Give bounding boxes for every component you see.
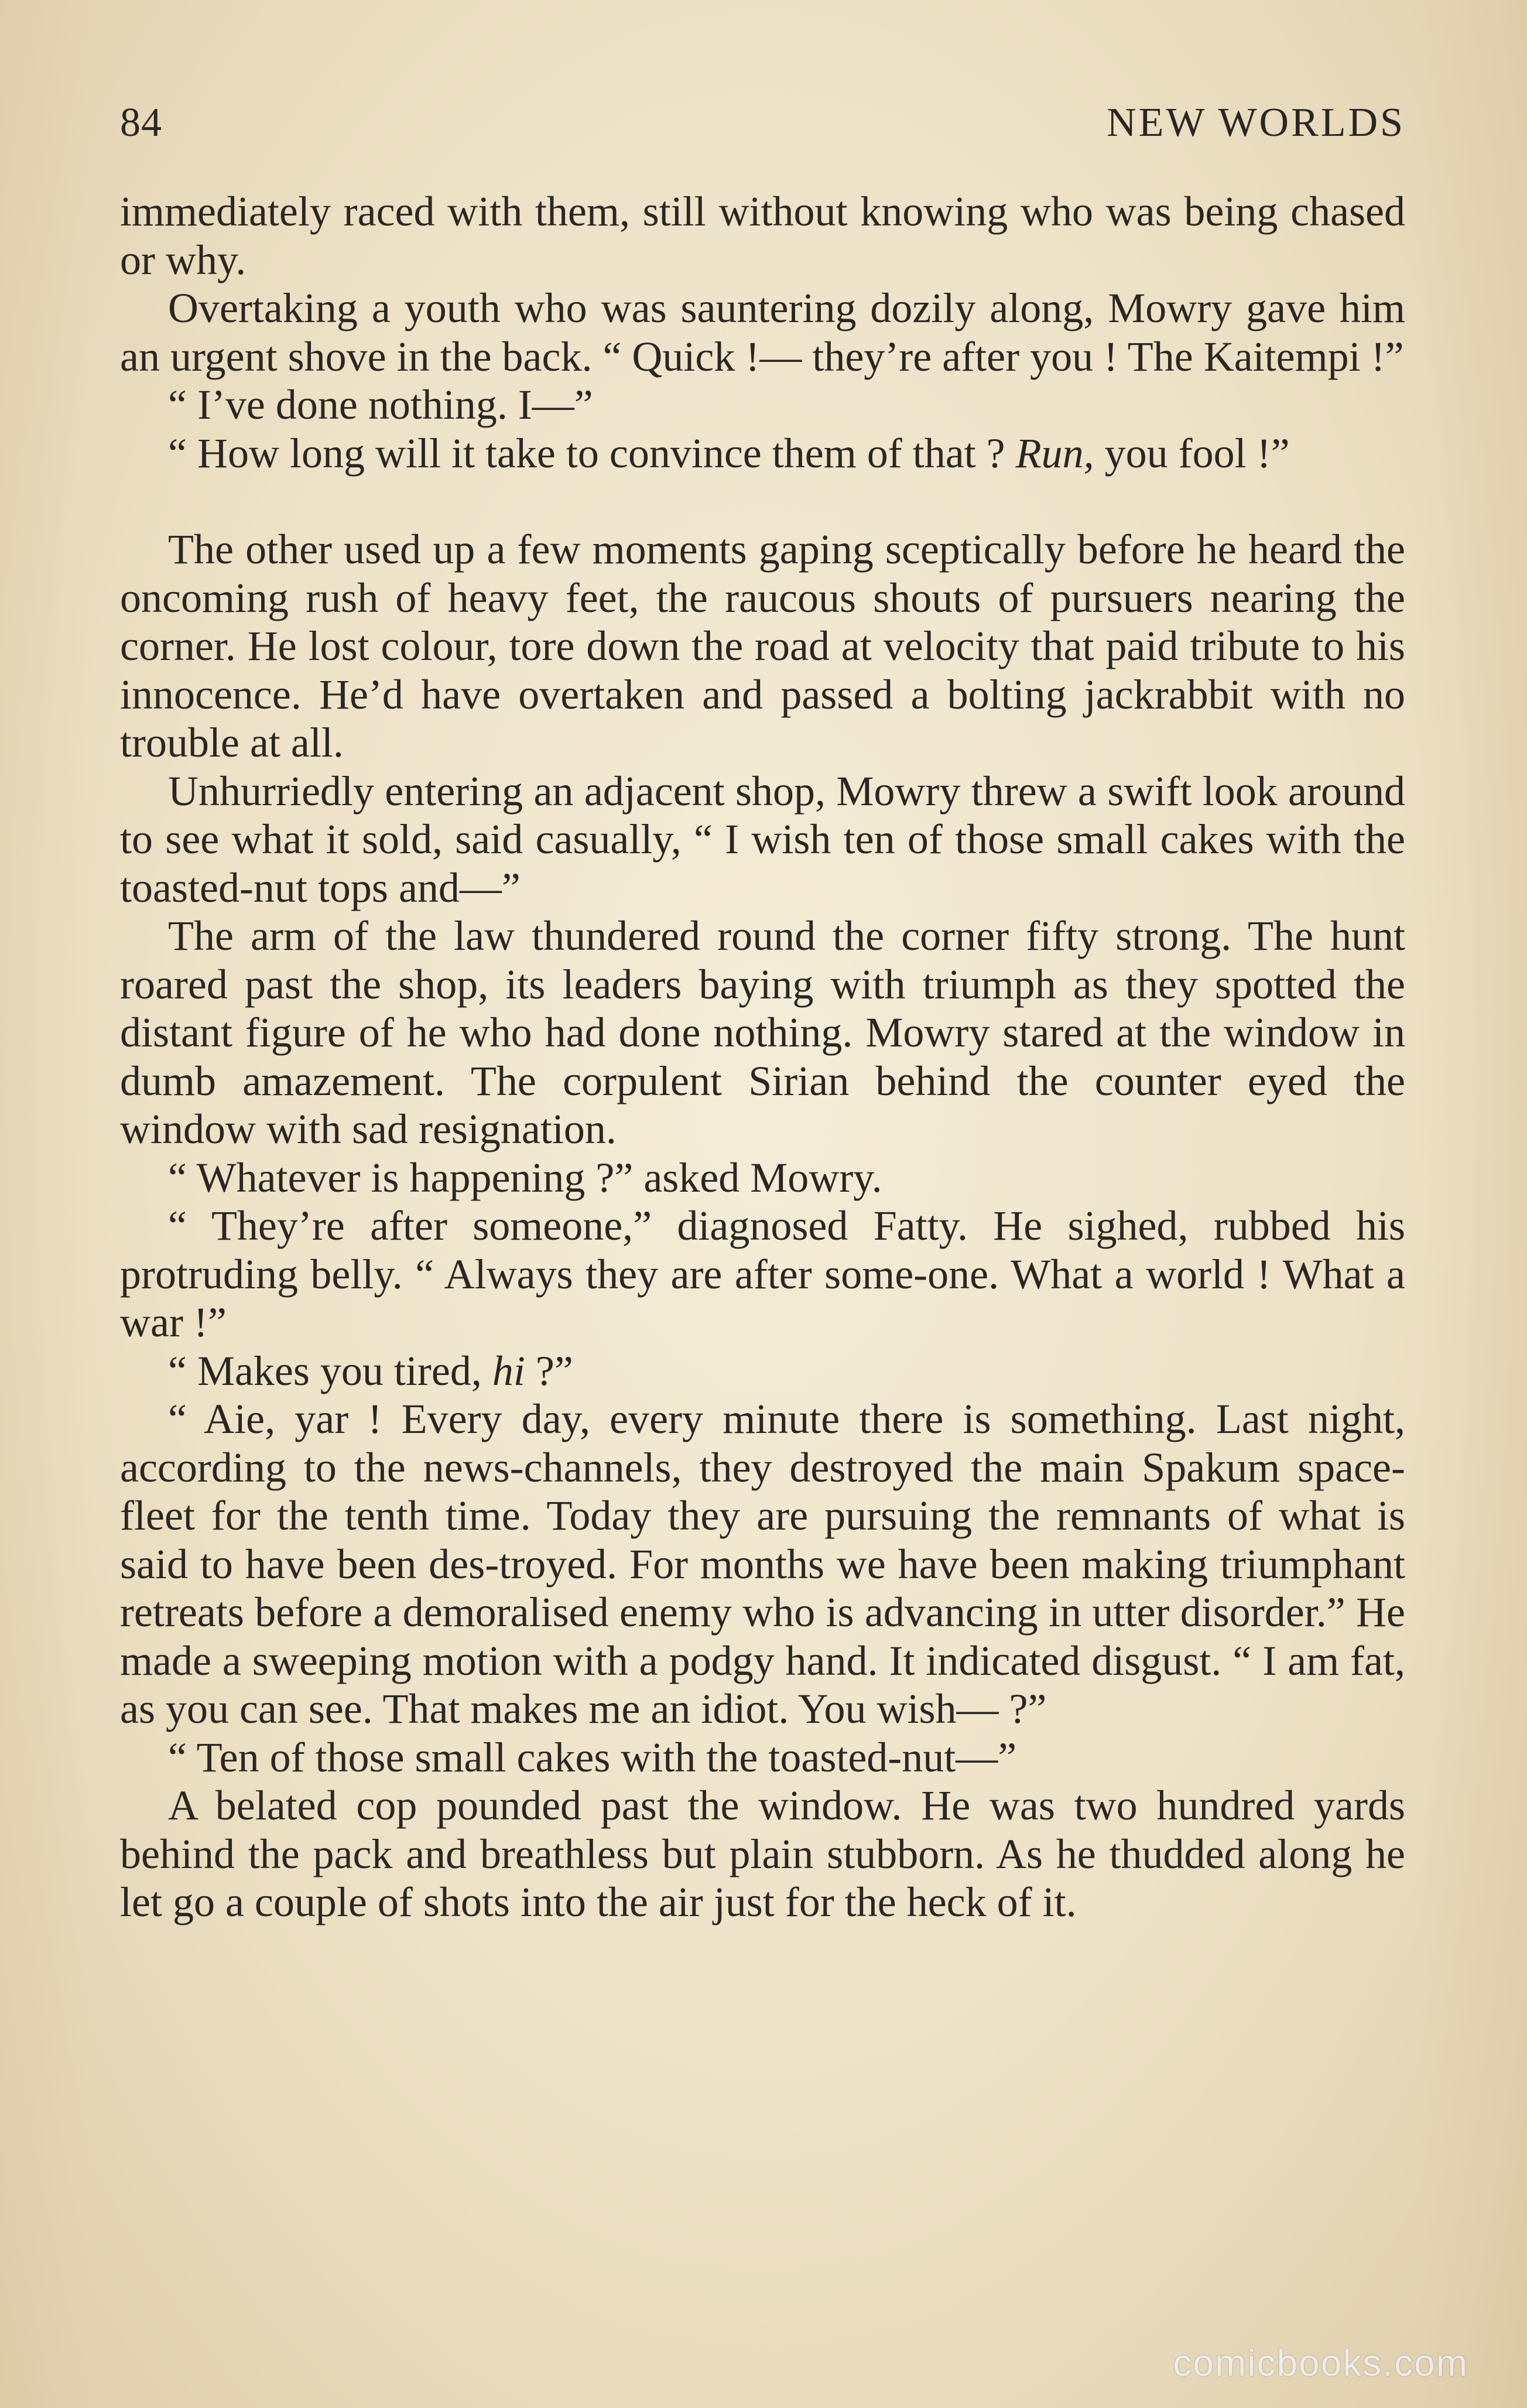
paragraph-text: you fool !” <box>1094 429 1290 477</box>
italic-word: hi <box>492 1347 525 1394</box>
paragraph: The arm of the law thundered round the corner fifty strong. The hunt roared past the shop, its leaders baying with triumph as they spotted the distant figure of he who had done nothing. Mowry stared at the window in dumb amazement. The corpulent Sirian behind the counter eyed the window with sad resignation. <box>120 912 1405 1152</box>
paragraph: The other used up a few moments gaping sceptically before he heard the oncoming rush of heavy feet, the raucous shouts of pursuers nearing the corner. He lost colour, tore down the road at velocity that paid tribute to his innocence. He’d have overtaken and passed a bolting jackrabbit with no trouble at all. <box>120 526 1405 766</box>
paragraph <box>120 1347 1405 1395</box>
paragraph: “ Aie, yar ! Every day, every minute there is something. Last night, according to the news-channels, they destroyed the main Spakum space-fleet for the tenth time. Today they are pursuing the remnants of what is said to have been des-troyed. For months we have been making triumphant retreats before a demoralised enemy who is advancing in utter disorder.” He made a sweeping motion with a podgy hand. It indicated disgust. “ I am fat, as you can see. That makes me an idiot. You wish— ?” <box>120 1395 1405 1732</box>
running-title: NEW WORLDS <box>1107 100 1405 145</box>
paragraph: “ I’ve done nothing. I—” <box>168 381 593 428</box>
paragraph: Overtaking a youth who was sauntering dozily along, Mowry gave him an urgent shove in the back. “ Quick !— they’re after you ! The Kaitempi !” <box>120 285 1405 380</box>
italic-word: Run, <box>1015 429 1094 477</box>
paragraph-text: “ How long will it take to convince them of that ? <box>168 429 1016 477</box>
book-page <box>120 100 1405 1927</box>
paragraph-text: “ Makes you tired, <box>168 1347 492 1394</box>
paragraph: “ They’re after someone,” diagnosed Fatty. He sighed, rubbed his protruding belly. “ Always they are after some-one. What a world ! What a war !” <box>120 1202 1405 1346</box>
watermark: comicbooks.com <box>1173 2342 1468 2384</box>
running-head <box>120 100 1405 164</box>
paragraph: Unhurriedly entering an adjacent shop, Mowry threw a swift look around to see what it sold, said casually, “ I wish ten of those small cakes with the toasted-nut tops and—” <box>120 767 1405 911</box>
paragraph: “ Whatever is happening ?” asked Mowry. <box>168 1154 882 1201</box>
paragraph: A belated cop pounded past the window. He was two hundred yards behind the pack and breathless but plain stubborn. As he thudded along he let go a couple of shots into the air just for the heck of it. <box>120 1782 1405 1925</box>
paragraph-text: ?” <box>525 1347 573 1394</box>
page-number: 84 <box>120 100 162 145</box>
paragraph: “ Ten of those small cakes with the toasted-nut—” <box>168 1733 1017 1781</box>
body-text <box>120 187 1405 1927</box>
paragraph: immediately raced with them, still without knowing who was being chased or why. <box>120 188 1405 283</box>
paragraph <box>120 429 1405 478</box>
